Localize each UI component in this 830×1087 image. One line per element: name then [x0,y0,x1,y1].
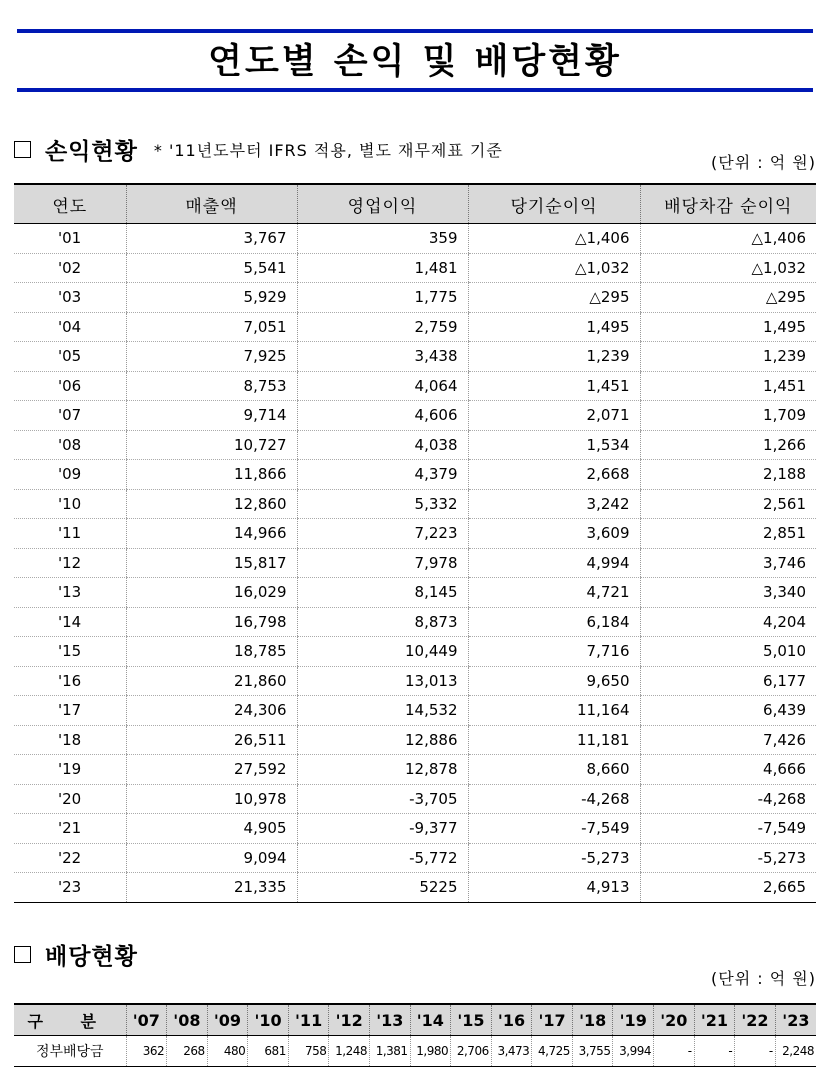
value-cell: - [654,1036,695,1067]
value-cell: △295 [468,283,640,313]
table-header-row [14,1004,816,1036]
year-cell: '18 [14,725,126,755]
value-cell: 681 [248,1036,289,1067]
value-cell: 27,592 [126,755,297,785]
value-cell: 1,266 [640,430,816,460]
value-cell: -4,268 [640,784,816,814]
value-cell: 4,721 [468,578,640,608]
value-cell: 18,785 [126,637,297,667]
value-cell: 2,188 [640,460,816,490]
value-cell: 3,767 [126,224,297,254]
year-cell: '17 [14,696,126,726]
dividend-table [14,1003,816,1067]
column-header: '09 [207,1004,248,1036]
value-cell: 4,038 [297,430,468,460]
table-row [14,725,816,755]
value-cell: -3,705 [297,784,468,814]
value-cell: △295 [640,283,816,313]
value-cell: 9,714 [126,401,297,431]
year-cell: '19 [14,755,126,785]
table-row [14,489,816,519]
column-header: '13 [369,1004,410,1036]
value-cell: -4,268 [468,784,640,814]
value-cell: 9,094 [126,843,297,873]
value-cell: 5225 [297,873,468,903]
value-cell: 3,242 [468,489,640,519]
value-cell: -7,549 [640,814,816,844]
value-cell: 1,481 [297,253,468,283]
column-header: '17 [532,1004,573,1036]
table-header-row [14,184,816,224]
title-rule-bottom [17,88,813,92]
value-cell: 8,873 [297,607,468,637]
value-cell: 3,609 [468,519,640,549]
table-row [14,342,816,372]
value-cell: 3,340 [640,578,816,608]
column-header: '16 [491,1004,532,1036]
row-label-cell: 정부배당금 [14,1036,126,1067]
column-header: 연도 [14,184,126,224]
value-cell: 1,775 [297,283,468,313]
value-cell: 359 [297,224,468,254]
value-cell: -5,273 [640,843,816,873]
value-cell: 1,980 [410,1036,451,1067]
value-cell: 362 [126,1036,167,1067]
value-cell: 15,817 [126,548,297,578]
column-header: '12 [329,1004,370,1036]
value-cell: 3,473 [491,1036,532,1067]
table-row [14,607,816,637]
table-row [14,401,816,431]
checkbox-square-icon [14,946,31,963]
table-row [14,784,816,814]
table-row [14,519,816,549]
year-cell: '07 [14,401,126,431]
column-header: '14 [410,1004,451,1036]
value-cell: 10,727 [126,430,297,460]
value-cell: - [694,1036,735,1067]
value-cell: 4,725 [532,1036,573,1067]
year-cell: '08 [14,430,126,460]
column-header: 영업이익 [297,184,468,224]
column-header: '10 [248,1004,289,1036]
table-row [14,814,816,844]
value-cell: 5,541 [126,253,297,283]
year-cell: '11 [14,519,126,549]
value-cell: 7,223 [297,519,468,549]
year-cell: '22 [14,843,126,873]
column-header: '19 [613,1004,654,1036]
value-cell: 7,426 [640,725,816,755]
column-header: '21 [694,1004,735,1036]
value-cell: 9,650 [468,666,640,696]
dividend-section-header [14,938,138,971]
table-row [14,696,816,726]
value-cell: 5,010 [640,637,816,667]
column-header: 구 분 [14,1004,126,1036]
profit-loss-table [14,183,816,903]
value-cell: 3,746 [640,548,816,578]
value-cell: △1,406 [640,224,816,254]
value-cell: 1,239 [640,342,816,372]
table-row [14,1036,816,1067]
value-cell: 4,994 [468,548,640,578]
value-cell: 7,051 [126,312,297,342]
column-header: '15 [451,1004,492,1036]
value-cell: 758 [288,1036,329,1067]
table-row [14,578,816,608]
value-cell: -5,772 [297,843,468,873]
column-header: 매출액 [126,184,297,224]
year-cell: '10 [14,489,126,519]
value-cell: 3,755 [572,1036,613,1067]
value-cell: 2,759 [297,312,468,342]
value-cell: 3,994 [613,1036,654,1067]
value-cell: 14,532 [297,696,468,726]
year-cell: '13 [14,578,126,608]
year-cell: '06 [14,371,126,401]
value-cell: 8,660 [468,755,640,785]
value-cell: 3,438 [297,342,468,372]
value-cell: 11,866 [126,460,297,490]
value-cell: 4,905 [126,814,297,844]
table-row [14,430,816,460]
value-cell: 4,204 [640,607,816,637]
dividend-section-title: 배당현황 [45,944,138,970]
pl-section-header [14,133,503,166]
value-cell: 1,451 [468,371,640,401]
value-cell: 5,929 [126,283,297,313]
value-cell: 5,332 [297,489,468,519]
column-header: '22 [735,1004,776,1036]
column-header: '18 [572,1004,613,1036]
year-cell: '03 [14,283,126,313]
pl-unit-label: (단위 : 억 원) [711,153,816,172]
column-header: '07 [126,1004,167,1036]
value-cell: 1,248 [329,1036,370,1067]
table-row [14,548,816,578]
value-cell: 24,306 [126,696,297,726]
checkbox-square-icon [14,141,31,158]
year-cell: '21 [14,814,126,844]
table-row [14,666,816,696]
value-cell: 2,071 [468,401,640,431]
year-cell: '04 [14,312,126,342]
year-cell: '09 [14,460,126,490]
year-cell: '12 [14,548,126,578]
page-title: 연도별 손익 및 배당현황 [208,42,622,82]
value-cell: 2,248 [775,1036,816,1067]
value-cell: 12,860 [126,489,297,519]
value-cell: 8,145 [297,578,468,608]
value-cell: 21,335 [126,873,297,903]
year-cell: '23 [14,873,126,903]
value-cell: 1,381 [369,1036,410,1067]
table-row [14,224,816,254]
value-cell: 6,177 [640,666,816,696]
table-row [14,283,816,313]
value-cell: 1,534 [468,430,640,460]
value-cell: 12,886 [297,725,468,755]
value-cell: 1,495 [468,312,640,342]
value-cell: 11,164 [468,696,640,726]
value-cell: 4,666 [640,755,816,785]
title-rule-top [17,29,813,33]
value-cell: 2,668 [468,460,640,490]
value-cell: 2,665 [640,873,816,903]
table-row [14,637,816,667]
value-cell: -9,377 [297,814,468,844]
value-cell: -5,273 [468,843,640,873]
table-row [14,843,816,873]
year-cell: '01 [14,224,126,254]
value-cell: 1,239 [468,342,640,372]
value-cell: 4,913 [468,873,640,903]
column-header: '20 [654,1004,695,1036]
value-cell: 268 [167,1036,208,1067]
value-cell: △1,032 [468,253,640,283]
column-header: 당기순이익 [468,184,640,224]
value-cell: △1,032 [640,253,816,283]
year-cell: '02 [14,253,126,283]
value-cell: △1,406 [468,224,640,254]
column-header: '11 [288,1004,329,1036]
value-cell: 11,181 [468,725,640,755]
value-cell: 7,978 [297,548,468,578]
value-cell: 8,753 [126,371,297,401]
table-row [14,755,816,785]
value-cell: 13,013 [297,666,468,696]
value-cell: 2,851 [640,519,816,549]
value-cell: 10,978 [126,784,297,814]
value-cell: 480 [207,1036,248,1067]
value-cell: 26,511 [126,725,297,755]
value-cell: 4,606 [297,401,468,431]
value-cell: 1,451 [640,371,816,401]
table-row [14,873,816,903]
dividend-unit-label: (단위 : 억 원) [711,969,816,988]
value-cell: 1,495 [640,312,816,342]
value-cell: 4,064 [297,371,468,401]
value-cell: 12,878 [297,755,468,785]
value-cell: 16,798 [126,607,297,637]
value-cell: -7,549 [468,814,640,844]
value-cell: 10,449 [297,637,468,667]
year-cell: '15 [14,637,126,667]
year-cell: '20 [14,784,126,814]
value-cell: 2,561 [640,489,816,519]
value-cell: 6,184 [468,607,640,637]
table-row [14,371,816,401]
value-cell: 7,925 [126,342,297,372]
value-cell: 4,379 [297,460,468,490]
column-header: 배당차감 순이익 [640,184,816,224]
value-cell: 21,860 [126,666,297,696]
column-header: '23 [775,1004,816,1036]
value-cell: 6,439 [640,696,816,726]
table-row [14,460,816,490]
year-cell: '16 [14,666,126,696]
value-cell: 16,029 [126,578,297,608]
column-header: '08 [167,1004,208,1036]
pl-section-title: 손익현황 [45,139,138,165]
value-cell: 14,966 [126,519,297,549]
year-cell: '14 [14,607,126,637]
value-cell: 7,716 [468,637,640,667]
table-row [14,312,816,342]
table-row [14,253,816,283]
value-cell: 2,706 [451,1036,492,1067]
value-cell: - [735,1036,776,1067]
value-cell: 1,709 [640,401,816,431]
year-cell: '05 [14,342,126,372]
pl-section-note: * '11년도부터 IFRS 적용, 별도 재무제표 기준 [153,141,503,160]
